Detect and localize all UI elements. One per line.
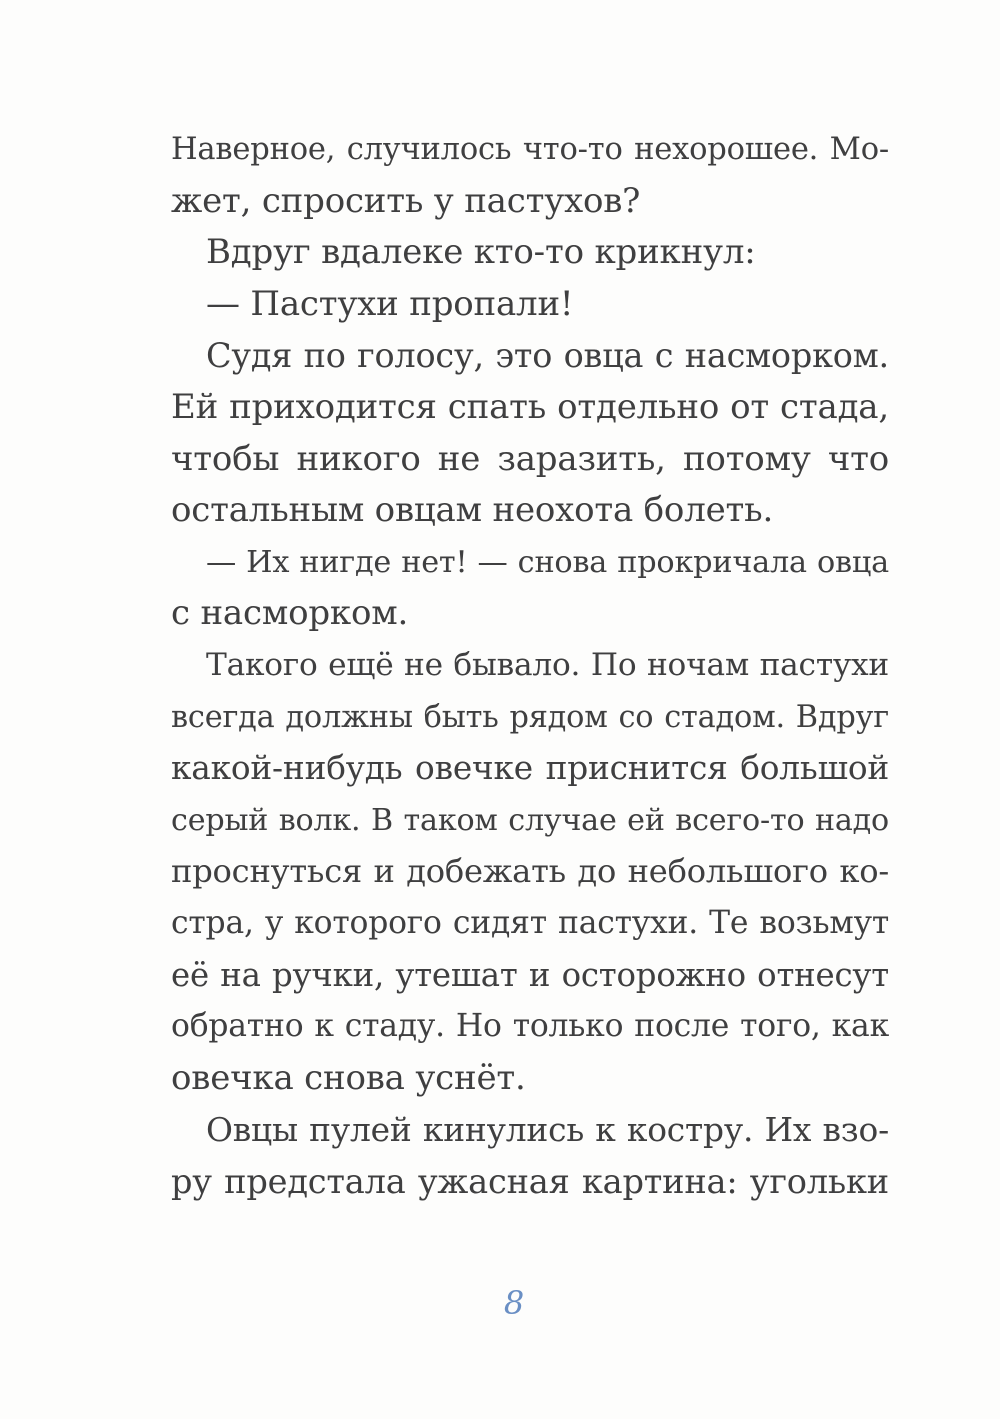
text-line: Овцы пулей кинулись к костру. Их взо-: [206, 1110, 889, 1150]
text-line: овечка снова уснёт.: [171, 1057, 526, 1098]
text-line: её на ручки, утешат и осторожно отнесут: [171, 955, 889, 994]
text-line: Судя по голосу, это овца с насморком.: [206, 336, 889, 376]
text-line: Такого ещё не бывало. По ночам пастухи: [206, 646, 889, 683]
body-text: [171, 124, 889, 1207]
text-line: Ей приходится спать отдельно от стада,: [171, 386, 889, 427]
text-line: всегда должны быть рядом со стадом. Вдруг: [171, 699, 889, 735]
text-line: обратно к стаду. Но только после того, как: [171, 1008, 889, 1045]
text-line: серый волк. В таком случае ей всего-то надо: [171, 802, 889, 838]
page-number: 8: [503, 1284, 525, 1322]
text-line: какой-нибудь овечке приснится большой: [171, 749, 889, 788]
text-line: — Их нигде нет! — снова прокричала овца: [206, 544, 889, 580]
text-line: проснуться и добежать до небольшого ко-: [171, 852, 889, 891]
text-line: — Пастухи пропали!: [206, 283, 574, 324]
text-line: Наверное, случилось что-то нехорошее. Мо-: [171, 132, 889, 167]
text-line: остальным овцам неохота болеть.: [171, 490, 774, 531]
text-line: Вдруг вдалеке кто-то крикнул:: [206, 232, 756, 273]
text-line: ру предстала ужасная картина: угольки: [171, 1161, 889, 1201]
text-line: стра, у которого сидят пастухи. Те возьмут: [171, 904, 889, 941]
text-line: с насморком.: [171, 593, 409, 634]
text-line: жет, спросить у пастухов?: [171, 180, 641, 221]
text-line: чтобы никого не заразить, потому что: [171, 438, 889, 479]
